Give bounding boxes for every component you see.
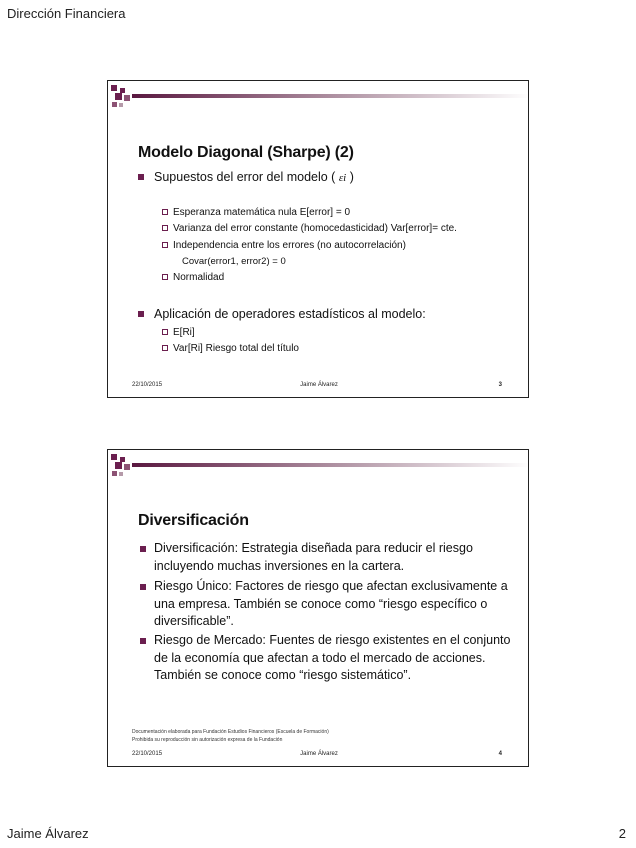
- bullet-text: Supuestos del error del modelo (: [154, 170, 336, 184]
- slide-title: Diversificación: [138, 512, 249, 529]
- slide-date: 22/10/2015: [132, 382, 163, 388]
- hollow-square-bullet-icon: [162, 209, 168, 215]
- square-bullet-icon: [140, 546, 146, 552]
- hollow-square-bullet-icon: [162, 329, 168, 335]
- square-bullet-icon: [140, 584, 146, 590]
- copyright-note: Prohibida su reproducción sin autorización expresa de la Fundación: [132, 737, 283, 743]
- sub-item-continuation: Covar(error1, error2) = 0: [182, 256, 286, 267]
- paragraph-market-risk: Riesgo de Mercado: Fuentes de riesgo existentes en el conjunto de la economía que afectan a todo el mercado de acciones. También se conoce como “riesgo sistemático”.: [154, 632, 514, 685]
- page-header: Dirección Financiera: [7, 6, 126, 21]
- slide-author: Jaime Álvarez: [300, 382, 338, 388]
- square-bullet-icon: [138, 311, 144, 317]
- slide-3: Modelo Diagonal (Sharpe) (2) Supuestos del error del modelo ( εi ) Esperanza matemática nula E[error] = 0 Varianza del error constante (homocedasticidad) Var[error]= cte. Independencia entre los errores (no autocorrelación) Covar(error1, error2) = 0 Normalidad Aplicación de operadores estadísticos al modelo: E[Ri] Var[Ri] Riesgo total del título 22/10/2015 Jaime Álvarez 3: [107, 80, 529, 398]
- hollow-square-bullet-icon: [162, 274, 168, 280]
- slide-decoration-icon: [108, 450, 529, 480]
- copyright-note: Documentación elaborada para Fundación Estudios Financieros (Escuela de Formación): [132, 729, 329, 735]
- paragraph-diversification: Diversificación: Estrategia diseñada para reducir el riesgo incluyendo muchas inversiones en la cartera.: [154, 540, 514, 575]
- slide-4: [107, 449, 529, 767]
- epsilon-symbol: εi: [338, 172, 347, 184]
- hollow-square-bullet-icon: [162, 345, 168, 351]
- slide-date: 22/10/2015: [132, 751, 163, 757]
- slide-author: Jaime Álvarez: [300, 751, 338, 757]
- page-number: 2: [618, 826, 626, 841]
- slide-decoration-icon: [108, 81, 529, 111]
- slide-title: Modelo Diagonal (Sharpe) (2): [138, 144, 354, 161]
- hollow-square-bullet-icon: [162, 242, 168, 248]
- bullet-close: ): [349, 170, 354, 184]
- slide-number: 4: [498, 751, 502, 757]
- hollow-square-bullet-icon: [162, 225, 168, 231]
- paragraph-unique-risk: Riesgo Único: Factores de riesgo que afectan exclusivamente a una empresa. También se conoce como “riesgo específico o diversificable”.: [154, 578, 514, 631]
- slide-number: 3: [498, 382, 502, 388]
- square-bullet-icon: [140, 638, 146, 644]
- square-bullet-icon: [138, 174, 144, 180]
- page-footer-author: Jaime Álvarez: [7, 826, 89, 841]
